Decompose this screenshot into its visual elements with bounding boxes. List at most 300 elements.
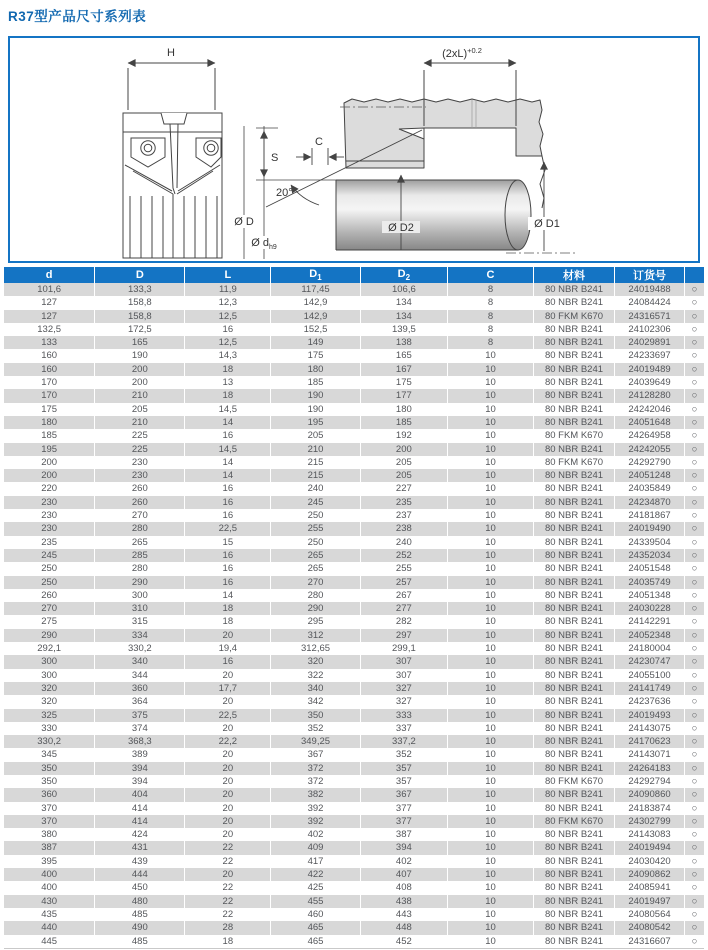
cell-order_no: 24352034 (615, 549, 685, 562)
cell-material: 80 NBR B241 (533, 509, 614, 522)
cell-material: 80 NBR B241 (533, 908, 614, 921)
table-row (4, 376, 704, 389)
cell-D1: 180 (271, 363, 360, 376)
table-row (4, 629, 704, 642)
cell-order_no: 24084424 (615, 296, 685, 309)
cell-d: 345 (41, 749, 58, 761)
cell-D1: 185 (271, 376, 360, 389)
cell-D1: 117,45 (271, 283, 360, 296)
cell-D2: 394 (360, 841, 447, 854)
table-row (4, 536, 704, 549)
cell-D2: 307 (360, 669, 447, 682)
cell-C: 10 (448, 469, 534, 482)
cell-d: 160 (41, 363, 58, 375)
cell-L: 14 (185, 469, 271, 482)
cell-material: 80 NBR B241 (533, 602, 614, 615)
availability-indicator: ○ (685, 935, 704, 949)
availability-indicator: ○ (685, 669, 704, 682)
cell-C: 10 (448, 921, 534, 934)
cell-d: 320 (41, 696, 58, 708)
cell-C: 8 (448, 296, 534, 309)
cell-C: 10 (448, 389, 534, 402)
cell-C: 10 (448, 762, 534, 775)
cell-order_no: 24181867 (615, 509, 685, 522)
availability-indicator: ○ (685, 629, 704, 642)
cell-material: 80 NBR B241 (533, 363, 614, 376)
cell-order_no: 24170623 (615, 735, 685, 748)
table-row (4, 615, 704, 628)
cell-D1: 270 (271, 576, 360, 589)
cell-d: 395 (41, 855, 58, 867)
cell-D2: 200 (360, 443, 447, 456)
cell-d: 195 (41, 443, 58, 455)
cell-D: 330,2 (95, 642, 185, 655)
cell-L: 16 (185, 549, 271, 562)
cell-material: 80 NBR B241 (533, 522, 614, 535)
table-row (4, 589, 704, 602)
cell-D1: 142,9 (271, 310, 360, 323)
cell-D: 344 (95, 669, 185, 682)
cell-D2: 377 (360, 802, 447, 815)
cell-D2: 177 (360, 389, 447, 402)
cell-order_no: 24242055 (615, 443, 685, 456)
cell-C: 10 (448, 935, 534, 949)
cell-D: 315 (95, 615, 185, 628)
cell-D2: 277 (360, 602, 447, 615)
cell-material: 80 NBR B241 (533, 443, 614, 456)
cell-order_no: 24234870 (615, 496, 685, 509)
availability-indicator: ○ (685, 549, 704, 562)
cell-C: 10 (448, 655, 534, 668)
seal-installation-diagram (10, 38, 696, 261)
cell-L: 20 (185, 748, 271, 761)
cell-material: 80 FKM K670 (533, 775, 614, 788)
technical-drawing (8, 36, 700, 263)
cell-L: 18 (185, 389, 271, 402)
cell-order_no: 24237636 (615, 695, 685, 708)
cell-material: 80 NBR B241 (533, 762, 614, 775)
cell-material: 80 NBR B241 (533, 482, 614, 495)
cell-D: 368,3 (95, 735, 185, 748)
cell-C: 10 (448, 788, 534, 801)
table-row (4, 296, 704, 309)
cell-material: 80 NBR B241 (533, 536, 614, 549)
cell-D: 480 (95, 895, 185, 908)
cell-D: 270 (95, 509, 185, 522)
cell-C: 10 (448, 429, 534, 442)
cell-L: 17,7 (185, 682, 271, 695)
cell-material: 80 NBR B241 (533, 296, 614, 309)
cell-L: 18 (185, 615, 271, 628)
table-row (4, 403, 704, 416)
cell-material: 80 NBR B241 (533, 655, 614, 668)
cell-L: 14,3 (185, 349, 271, 362)
table-row (4, 482, 704, 495)
cell-order_no: 24180004 (615, 642, 685, 655)
cell-D1: 425 (271, 881, 360, 894)
cell-material: 80 NBR B241 (533, 695, 614, 708)
cell-C: 10 (448, 709, 534, 722)
cell-C: 10 (448, 522, 534, 535)
availability-indicator: ○ (685, 376, 704, 389)
cell-order_no: 24019488 (615, 283, 685, 296)
cell-C: 10 (448, 735, 534, 748)
cell-order_no: 24302799 (615, 815, 685, 828)
cell-D2: 357 (360, 762, 447, 775)
availability-indicator: ○ (685, 429, 704, 442)
availability-indicator: ○ (685, 589, 704, 602)
cell-material: 80 NBR B241 (533, 841, 614, 854)
cell-order_no: 24030228 (615, 602, 685, 615)
cell-D1: 392 (271, 802, 360, 815)
cell-D: 285 (95, 549, 185, 562)
table-row (4, 841, 704, 854)
cell-D2: 307 (360, 655, 447, 668)
dim-label-angle: 20° (276, 187, 293, 199)
cell-C: 10 (448, 669, 534, 682)
availability-indicator: ○ (685, 908, 704, 921)
cell-D: 225 (95, 443, 185, 456)
availability-indicator: ○ (685, 536, 704, 549)
cell-D1: 312,65 (271, 642, 360, 655)
cell-L: 15 (185, 536, 271, 549)
cell-d: 200 (41, 456, 58, 468)
table-row (4, 443, 704, 456)
cell-C: 10 (448, 855, 534, 868)
cell-material: 80 NBR B241 (533, 895, 614, 908)
cell-material: 80 NBR B241 (533, 828, 614, 841)
cell-material: 80 NBR B241 (533, 868, 614, 881)
cell-D: 394 (95, 775, 185, 788)
cell-L: 20 (185, 815, 271, 828)
availability-indicator: ○ (685, 296, 704, 309)
table-row (4, 748, 704, 761)
availability-indicator: ○ (685, 855, 704, 868)
cell-L: 20 (185, 775, 271, 788)
cell-D2: 134 (360, 296, 447, 309)
cell-C: 10 (448, 868, 534, 881)
cell-D1: 455 (271, 895, 360, 908)
cell-L: 20 (185, 828, 271, 841)
table-row (4, 735, 704, 748)
cell-D1: 460 (271, 908, 360, 921)
cell-D: 230 (95, 456, 185, 469)
cell-material: 80 NBR B241 (533, 403, 614, 416)
cell-d: 127 (41, 297, 58, 309)
availability-indicator: ○ (685, 522, 704, 535)
table-row (4, 935, 704, 949)
table-row (4, 921, 704, 934)
availability-indicator: ○ (685, 775, 704, 788)
cell-L: 14 (185, 416, 271, 429)
cell-L: 20 (185, 695, 271, 708)
availability-indicator: ○ (685, 615, 704, 628)
cell-D2: 337 (360, 722, 447, 735)
column-header-C: C (448, 267, 534, 283)
table-row (4, 762, 704, 775)
cell-C: 8 (448, 336, 534, 349)
cell-D: 310 (95, 602, 185, 615)
cell-D1: 215 (271, 469, 360, 482)
cell-D: 200 (95, 376, 185, 389)
dim-label-dia-d2: Ø D2 (388, 222, 414, 234)
cell-C: 10 (448, 881, 534, 894)
cell-order_no: 24141749 (615, 682, 685, 695)
table-row (4, 363, 704, 376)
cell-D2: 227 (360, 482, 447, 495)
availability-indicator: ○ (685, 709, 704, 722)
cell-D2: 167 (360, 363, 447, 376)
availability-indicator: ○ (685, 509, 704, 522)
column-header-order_no: 订货号 (615, 267, 685, 283)
dim-label-h: H (167, 47, 175, 59)
cell-D2: 377 (360, 815, 447, 828)
cell-L: 20 (185, 722, 271, 735)
cell-D1: 349,25 (271, 735, 360, 748)
cell-D1: 190 (271, 403, 360, 416)
cell-d: 180 (41, 416, 58, 428)
cell-material: 80 NBR B241 (533, 881, 614, 894)
cell-D: 290 (95, 576, 185, 589)
cell-D: 404 (95, 788, 185, 801)
cell-D2: 282 (360, 615, 447, 628)
cell-d: 330 (41, 722, 58, 734)
cell-L: 19,4 (185, 642, 271, 655)
availability-indicator: ○ (685, 868, 704, 881)
cell-D2: 327 (360, 682, 447, 695)
cell-d: 175 (41, 403, 58, 415)
column-header-D: D (95, 267, 185, 283)
cell-D2: 192 (360, 429, 447, 442)
cell-D: 450 (95, 881, 185, 894)
table-row (4, 788, 704, 801)
cell-C: 10 (448, 682, 534, 695)
cell-L: 16 (185, 655, 271, 668)
cell-d: 230 (41, 523, 58, 535)
cell-order_no: 24029891 (615, 336, 685, 349)
table-row (4, 456, 704, 469)
cell-d: 320 (41, 682, 58, 694)
cell-d: 325 (41, 709, 58, 721)
cell-d: 260 (41, 589, 58, 601)
cell-D: 165 (95, 336, 185, 349)
column-header-D1: $D_1$ (271, 267, 360, 283)
cell-C: 10 (448, 695, 534, 708)
cell-d: 250 (41, 563, 58, 575)
availability-indicator: ○ (685, 482, 704, 495)
cell-order_no: 24051648 (615, 416, 685, 429)
availability-indicator: ○ (685, 576, 704, 589)
table-row (4, 709, 704, 722)
cell-D: 424 (95, 828, 185, 841)
cell-order_no: 24051548 (615, 562, 685, 575)
table-row (4, 775, 704, 788)
cell-d: 300 (41, 669, 58, 681)
cell-order_no: 24019490 (615, 522, 685, 535)
cell-C: 10 (448, 748, 534, 761)
table-row (4, 469, 704, 482)
availability-indicator: ○ (685, 469, 704, 482)
table-row (4, 602, 704, 615)
cell-C: 10 (448, 802, 534, 815)
cell-order_no: 24051248 (615, 469, 685, 482)
cell-material: 80 NBR B241 (533, 283, 614, 296)
cell-L: 22 (185, 895, 271, 908)
cell-D1: 320 (271, 655, 360, 668)
cell-L: 20 (185, 868, 271, 881)
table-row (4, 283, 704, 296)
table-row (4, 323, 704, 336)
cell-D: 300 (95, 589, 185, 602)
column-header-avail (685, 267, 704, 283)
availability-indicator: ○ (685, 895, 704, 908)
cell-material: 80 NBR B241 (533, 589, 614, 602)
cell-C: 10 (448, 443, 534, 456)
availability-indicator: ○ (685, 349, 704, 362)
cell-D1: 215 (271, 456, 360, 469)
cell-material: 80 NBR B241 (533, 935, 614, 949)
cell-D: 225 (95, 429, 185, 442)
availability-indicator: ○ (685, 748, 704, 761)
cell-order_no: 24052348 (615, 629, 685, 642)
cell-D1: 205 (271, 429, 360, 442)
cell-D1: 422 (271, 868, 360, 881)
cell-material: 80 NBR B241 (533, 709, 614, 722)
table-row (4, 669, 704, 682)
cell-d: 330,2 (37, 736, 62, 748)
cell-D: 280 (95, 522, 185, 535)
cell-D2: 448 (360, 921, 447, 934)
cell-L: 20 (185, 669, 271, 682)
cell-order_no: 24316571 (615, 310, 685, 323)
cell-D: 210 (95, 389, 185, 402)
cell-material: 80 NBR B241 (533, 336, 614, 349)
cell-D: 394 (95, 762, 185, 775)
cell-D2: 138 (360, 336, 447, 349)
cell-D1: 340 (271, 682, 360, 695)
cell-D2: 352 (360, 748, 447, 761)
cell-L: 20 (185, 762, 271, 775)
cell-order_no: 24051348 (615, 589, 685, 602)
availability-indicator: ○ (685, 336, 704, 349)
availability-indicator: ○ (685, 921, 704, 934)
cell-D1: 322 (271, 669, 360, 682)
cell-d: 292,1 (37, 643, 62, 655)
cell-d: 275 (41, 616, 58, 628)
cell-material: 80 NBR B241 (533, 562, 614, 575)
dim-label-dia-d-shaft: Ø $d_{h9}$ (251, 237, 277, 251)
table-row (4, 895, 704, 908)
cell-d: 290 (41, 629, 58, 641)
cell-L: 18 (185, 602, 271, 615)
cell-d: 200 (41, 470, 58, 482)
cell-D1: 210 (271, 443, 360, 456)
cell-D2: 443 (360, 908, 447, 921)
cell-D2: 438 (360, 895, 447, 908)
cell-D2: 267 (360, 589, 447, 602)
availability-indicator: ○ (685, 722, 704, 735)
cell-D2: 408 (360, 881, 447, 894)
table-row (4, 642, 704, 655)
cell-C: 10 (448, 775, 534, 788)
cell-L: 16 (185, 576, 271, 589)
cell-L: 22 (185, 855, 271, 868)
cell-material: 80 NBR B241 (533, 416, 614, 429)
cell-D1: 312 (271, 629, 360, 642)
cell-D2: 240 (360, 536, 447, 549)
cell-D2: 297 (360, 629, 447, 642)
cell-d: 430 (41, 895, 58, 907)
cell-material: 80 NBR B241 (533, 629, 614, 642)
cell-d: 440 (41, 922, 58, 934)
table-row (4, 682, 704, 695)
cell-L: 16 (185, 509, 271, 522)
table-row (4, 429, 704, 442)
size-table-body (4, 283, 704, 948)
cell-order_no: 24085941 (615, 881, 685, 894)
cell-material: 80 NBR B241 (533, 748, 614, 761)
cell-order_no: 24102306 (615, 323, 685, 336)
column-header-d: d (4, 267, 95, 283)
cell-order_no: 24019494 (615, 841, 685, 854)
table-row (4, 655, 704, 668)
cell-D1: 175 (271, 349, 360, 362)
cell-order_no: 24090862 (615, 868, 685, 881)
cell-L: 22,2 (185, 735, 271, 748)
availability-indicator: ○ (685, 695, 704, 708)
cell-order_no: 24035749 (615, 576, 685, 589)
cell-D1: 265 (271, 562, 360, 575)
cell-D1: 255 (271, 522, 360, 535)
cell-D2: 139,5 (360, 323, 447, 336)
cell-D2: 357 (360, 775, 447, 788)
availability-indicator: ○ (685, 815, 704, 828)
cell-d: 300 (41, 656, 58, 668)
cell-material: 80 NBR B241 (533, 669, 614, 682)
cell-D: 389 (95, 748, 185, 761)
cell-C: 10 (448, 589, 534, 602)
cell-d: 387 (41, 842, 58, 854)
cell-d: 170 (41, 390, 58, 402)
column-header-material: 材料 (533, 267, 614, 283)
cell-L: 28 (185, 921, 271, 934)
cell-order_no: 24128280 (615, 389, 685, 402)
cell-L: 14 (185, 589, 271, 602)
cell-L: 16 (185, 323, 271, 336)
cell-material: 80 NBR B241 (533, 349, 614, 362)
size-table-header (4, 267, 704, 283)
table-row (4, 881, 704, 894)
cell-D2: 333 (360, 709, 447, 722)
cell-d: 400 (41, 882, 58, 894)
cell-D1: 290 (271, 602, 360, 615)
cell-order_no: 24019497 (615, 895, 685, 908)
cell-D: 260 (95, 482, 185, 495)
table-row (4, 349, 704, 362)
cell-d: 270 (41, 603, 58, 615)
table-row (4, 802, 704, 815)
cell-order_no: 24039649 (615, 376, 685, 389)
cell-C: 8 (448, 283, 534, 296)
cell-order_no: 24143083 (615, 828, 685, 841)
cell-D: 439 (95, 855, 185, 868)
cell-C: 8 (448, 323, 534, 336)
cell-D1: 465 (271, 921, 360, 934)
cell-C: 10 (448, 629, 534, 642)
cell-order_no: 24055100 (615, 669, 685, 682)
cell-D1: 372 (271, 775, 360, 788)
cell-D1: 350 (271, 709, 360, 722)
